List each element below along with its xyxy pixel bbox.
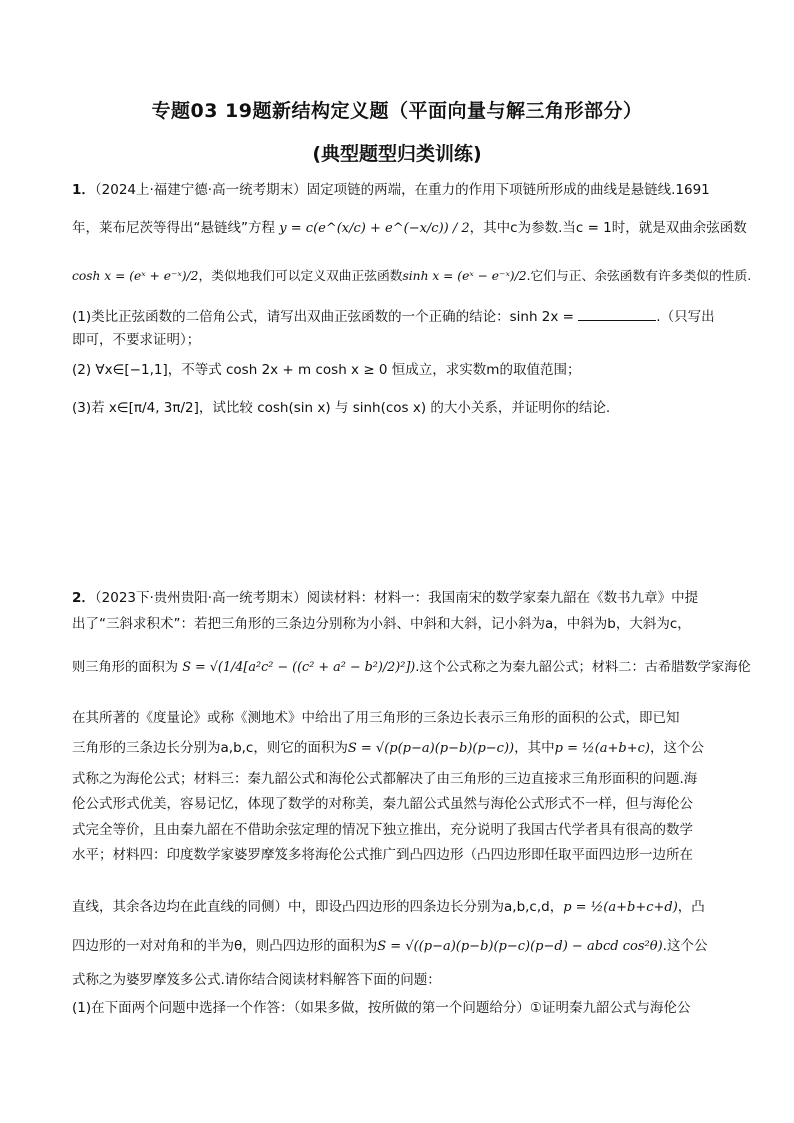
q2-line8: 式完全等价，且由秦九韶在不借助余弦定理的情况下独立推出，充分说明了我国古代学者具有很高的数学 bbox=[72, 822, 693, 838]
q2-text-10a: 直线，其余各边均在此直线的同侧）中，即设凸四边形的四条边长分别为a,b,c,d， bbox=[72, 899, 564, 915]
q2-line11 bbox=[72, 936, 734, 957]
q1-line3 bbox=[72, 266, 752, 287]
answer-blank[interactable] bbox=[578, 306, 656, 321]
q2-number: 2． bbox=[72, 590, 95, 606]
q2-line1 bbox=[72, 588, 734, 608]
q1-text-2b: ，其中c为参数.当c = 1时，就是双曲余弦函数 bbox=[469, 220, 747, 236]
q2-line13: (1)在下面两个问题中选择一个作答：（如果多做，按所做的第一个问题给分）①证明秦九韶公式与海伦公 bbox=[72, 1000, 691, 1016]
q1-part1-tail: .（只写出 bbox=[656, 309, 715, 325]
semi-perimeter-formula: p = ½(a+b+c) bbox=[554, 741, 650, 756]
q2-text-5b: ，其中 bbox=[514, 740, 555, 756]
page-subtitle: (典型题型归类训练) bbox=[312, 143, 482, 165]
quad-semi-perimeter-formula: p = ½(a+b+c+d) bbox=[563, 900, 678, 915]
q1-number: 1． bbox=[72, 182, 95, 198]
sinh-definition: sinh x = (eˣ − e⁻ˣ)/2 bbox=[402, 269, 527, 283]
q1-line2 bbox=[72, 218, 747, 239]
q2-line5 bbox=[72, 738, 734, 759]
q2-line12: 式称之为婆罗摩笈多公式.请你结合阅读材料解答下面的问题： bbox=[72, 972, 441, 988]
q1-line1 bbox=[72, 180, 734, 200]
heron-formula: S = √(p(p−a)(p−b)(p−c)) bbox=[347, 741, 515, 756]
q2-text-1: 阅读材料：材料一：我国南宋的数学家秦九韶在《数书九章》中提 bbox=[306, 590, 699, 606]
q2-text-3a: 则三角形的面积为 bbox=[72, 660, 179, 675]
q1-text-3d: .它们与正、余弦函数有许多类似的性质. bbox=[526, 269, 752, 284]
q2-text-5a: 三角形的三条边长分别为a,b,c，则它的面积为 bbox=[72, 740, 348, 756]
q2-source: （2023下·贵州贵阳·高一统考期末） bbox=[94, 590, 307, 606]
q2-line4: 在其所著的《度量论》或称《测地术》中给出了用三角形的三条边长表示三角形的面积的公式，即已知 bbox=[72, 710, 680, 726]
q2-text-3b: .这个公式称之为秦九韶公式；材料二：古希腊数学家海伦 bbox=[415, 660, 751, 675]
q2-line2: 出了“三斜求积术”：若把三角形的三条边分别称为小斜、中斜和大斜，记小斜为a，中斜为b，大斜为c， bbox=[72, 616, 691, 632]
q1-text-1: 固定项链的两端，在重力的作用下项链所形成的曲线是悬链线.1691 bbox=[306, 182, 710, 198]
q1-source: （2024上·福建宁德·高一统考期末） bbox=[94, 182, 307, 198]
q1-part1-cont: 即可，不要求证明）； bbox=[72, 332, 201, 348]
catenary-formula: y = c(e^(x/c) + e^(−x/c)) / 2 bbox=[279, 221, 470, 236]
cosh-definition: cosh x = (eˣ + e⁻ˣ)/2 bbox=[72, 269, 199, 283]
q2-line10 bbox=[72, 897, 734, 918]
q2-text-11b: .这个公 bbox=[662, 938, 708, 954]
q1-part3: (3)若 x∈[π/4, 3π/2]，试比较 cosh(sin x) 与 sinh(cos x) 的大小关系，并证明你的结论. bbox=[72, 400, 611, 416]
q1-part1 bbox=[72, 306, 734, 327]
q1-text-3b: ，类似地我们可以定义双曲正弦函数 bbox=[198, 269, 403, 284]
brahmagupta-formula: S = √((p−a)(p−b)(p−c)(p−d) − abcd cos²θ) bbox=[377, 939, 663, 954]
q1-part2: (2) ∀x∈[−1,1]，不等式 cosh 2x + m cosh x ≥ 0 恒成立，求实数m的取值范围； bbox=[72, 362, 581, 378]
q2-line3 bbox=[72, 658, 751, 678]
q1-text-2a: 年，莱布尼茨等得出“悬链线”方程 bbox=[72, 220, 275, 236]
q2-line6: 式称之为海伦公式；材料三：秦九韶公式和海伦公式都解决了由三角形的三边直接求三角形面积的问题.海 bbox=[72, 771, 698, 787]
q2-text-10b: ，凸 bbox=[677, 899, 705, 915]
q2-line7: 伦公式形式优美，容易记忆，体现了数学的对称美，秦九韶公式虽然与海伦公式形式不一样，但与海伦公 bbox=[72, 796, 693, 812]
page-title: 专题03 19题新结构定义题（平面向量与解三角形部分） bbox=[151, 100, 643, 122]
q2-line9: 水平；材料四：印度数学家婆罗摩笈多将海伦公式推广到凸四边形（凸四边形即任取平面四边形一边所在 bbox=[72, 847, 693, 863]
qin-jiushao-formula: S = √(1/4[a²c² − ((c² + a² − b²)/2)²]) bbox=[182, 660, 416, 675]
q2-text-5c: ，这个公 bbox=[649, 740, 704, 756]
q2-text-11a: 四边形的一对对角和的半为θ，则凸四边形的面积为 bbox=[72, 938, 378, 954]
q1-part1-text: (1)类比正弦函数的二倍角公式，请写出双曲正弦函数的一个正确的结论：sinh 2x = bbox=[72, 309, 574, 325]
